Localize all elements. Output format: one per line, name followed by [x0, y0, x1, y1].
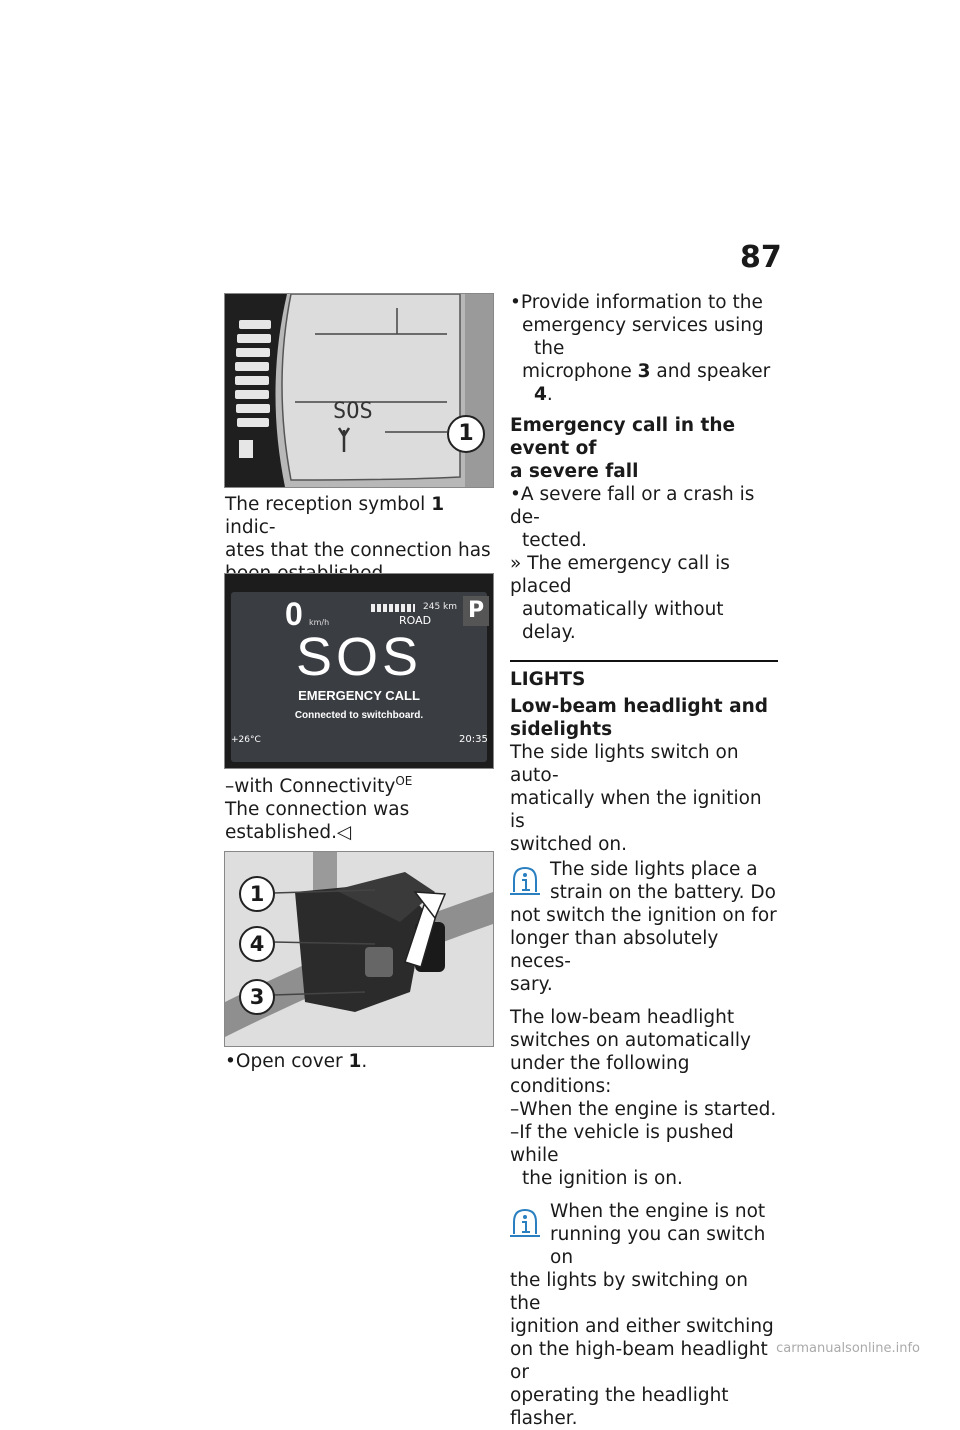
- heading-severe-fall: Emergency call in the event of a severe fall: [510, 415, 736, 482]
- speed-unit: km/h: [309, 618, 330, 627]
- dash-item-engine-started: –When the engine is started.: [510, 1099, 777, 1120]
- info-icon: [510, 862, 540, 896]
- section-divider: [510, 660, 778, 662]
- caption-reception: The reception symbol 1 indic- ates that the connection has: [225, 494, 491, 561]
- figure-handlebar-switch: [224, 851, 494, 1047]
- result-call-placed: » The emergency call is placed automatically without delay.: [510, 553, 730, 643]
- figure-reception-symbol: [224, 293, 494, 488]
- bullet-fall-detected: •A severe fall or a crash is de- tected.: [510, 484, 755, 551]
- callout-marker-3: 3: [239, 979, 275, 1015]
- info-icon: [510, 1204, 540, 1238]
- emergency-call-status: Connected to switchboard.: [294, 710, 424, 721]
- footer-watermark: carmanualsonline.info: [776, 1341, 920, 1356]
- step-open-cover: •Open cover 1.: [225, 1051, 368, 1072]
- callout-marker-1: 1: [239, 876, 275, 912]
- range-value: 245 km: [423, 602, 458, 612]
- para-low-beam: The low-beam headlight switches on automatically under the following conditions:: [510, 1007, 752, 1097]
- note-battery: The side lights place a strain on the battery. Do not switch the ignition on for longer than absolutely neces- sary.: [510, 859, 777, 995]
- speed-value: 0: [285, 596, 303, 632]
- emergency-call-title: EMERGENCY CALL: [298, 688, 420, 703]
- sos-big: SOS: [295, 627, 423, 687]
- section-title-lights: LIGHTS: [510, 669, 586, 690]
- gear-indicator: P: [463, 596, 489, 626]
- callout-marker-1: 1: [447, 415, 485, 453]
- display-illustration: [225, 294, 493, 487]
- callout-marker-4: 4: [239, 926, 275, 962]
- dash-item-pushed: –If the vehicle is pushed while the ignition is on.: [510, 1122, 734, 1189]
- note-engine-not-running: When the engine is not running you can switch on the lights by switching on the ignition and either switching on the high-beam headlight or operating the headlight flasher.: [510, 1201, 774, 1429]
- riding-mode: ROAD: [399, 614, 432, 627]
- bullet-provide-info: •Provide information to the emergency services using the microphone 3 and speaker 4.: [510, 292, 771, 405]
- right-column: [510, 291, 782, 1430]
- heading-low-beam: Low-beam headlight and sidelights: [510, 696, 768, 740]
- figure-sos-screen: [224, 573, 494, 769]
- caption-connected: –with Connectivity$^{OE}$ The connection was established.◁: [225, 774, 413, 844]
- para-side-lights: The side lights switch on auto- matically when the ignition is switched on.: [510, 742, 762, 855]
- reception-symbol-icon: [337, 426, 351, 454]
- temperature: +26°C: [231, 735, 261, 745]
- clock: 20:35: [459, 734, 488, 745]
- fuel-gauge-icon: [371, 604, 415, 612]
- sos-text: SOS: [333, 399, 373, 424]
- page-number: 87: [740, 240, 782, 275]
